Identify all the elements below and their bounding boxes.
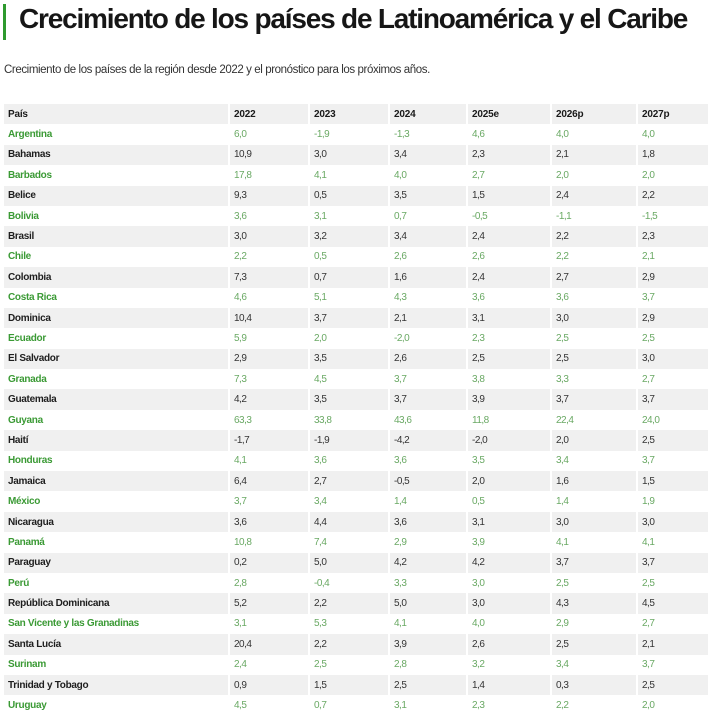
growth-value-cell: 3,7 bbox=[390, 389, 468, 409]
growth-value-cell: 0,2 bbox=[230, 553, 310, 573]
page-subtitle: Crecimiento de los países de la región desde 2022 y el pronóstico para los próximos años. bbox=[4, 64, 430, 76]
growth-value-cell: 3,1 bbox=[310, 206, 390, 226]
country-name-cell: Honduras bbox=[4, 451, 230, 471]
country-name-cell: Paraguay bbox=[4, 553, 230, 573]
growth-value-cell: 2,8 bbox=[390, 655, 468, 675]
growth-value-cell: 17,8 bbox=[230, 165, 310, 185]
growth-value-cell: 3,6 bbox=[390, 512, 468, 532]
growth-value-cell: -4,2 bbox=[390, 430, 468, 450]
growth-value-cell: 3,7 bbox=[552, 389, 638, 409]
growth-value-cell: 2,2 bbox=[552, 226, 638, 246]
growth-value-cell: 2,7 bbox=[638, 614, 710, 634]
country-name-cell: Dominica bbox=[4, 308, 230, 328]
growth-value-cell: -1,9 bbox=[310, 430, 390, 450]
country-name-cell: México bbox=[4, 491, 230, 511]
growth-value-cell: 3,1 bbox=[390, 695, 468, 715]
growth-value-cell: 2,2 bbox=[552, 695, 638, 715]
growth-value-cell: -2,0 bbox=[390, 328, 468, 348]
growth-value-cell: 2,0 bbox=[552, 430, 638, 450]
country-name-cell: Granada bbox=[4, 369, 230, 389]
growth-value-cell: 2,6 bbox=[390, 349, 468, 369]
growth-value-cell: 3,4 bbox=[310, 491, 390, 511]
table-row bbox=[4, 124, 710, 144]
growth-value-cell: 0,9 bbox=[230, 675, 310, 695]
growth-value-cell: 2,7 bbox=[468, 165, 552, 185]
growth-value-cell: 3,4 bbox=[390, 226, 468, 246]
growth-value-cell: 3,8 bbox=[468, 369, 552, 389]
growth-value-cell: 4,2 bbox=[230, 389, 310, 409]
growth-value-cell: 3,6 bbox=[552, 288, 638, 308]
country-name-cell: Uruguay bbox=[4, 695, 230, 715]
growth-value-cell: -1,5 bbox=[638, 206, 710, 226]
growth-value-cell: 2,7 bbox=[310, 471, 390, 491]
growth-value-cell: 10,9 bbox=[230, 145, 310, 165]
country-name-cell: Ecuador bbox=[4, 328, 230, 348]
country-name-cell: Argentina bbox=[4, 124, 230, 144]
column-header-2026p: 2026p bbox=[552, 104, 638, 124]
growth-value-cell: 3,7 bbox=[390, 369, 468, 389]
growth-value-cell: 3,7 bbox=[638, 655, 710, 675]
growth-value-cell: 5,2 bbox=[230, 593, 310, 613]
growth-value-cell: 3,9 bbox=[468, 389, 552, 409]
growth-value-cell: 2,0 bbox=[638, 695, 710, 715]
growth-value-cell: 4,4 bbox=[310, 512, 390, 532]
growth-value-cell: -0,4 bbox=[310, 573, 390, 593]
growth-value-cell: 4,1 bbox=[390, 614, 468, 634]
growth-value-cell: 4,5 bbox=[230, 695, 310, 715]
table-row bbox=[4, 349, 710, 369]
growth-value-cell: 2,0 bbox=[310, 328, 390, 348]
growth-value-cell: 3,5 bbox=[310, 389, 390, 409]
growth-value-cell: 5,0 bbox=[310, 553, 390, 573]
growth-value-cell: 3,0 bbox=[638, 512, 710, 532]
growth-value-cell: 2,6 bbox=[390, 247, 468, 267]
growth-value-cell: 3,0 bbox=[468, 573, 552, 593]
growth-value-cell: 10,8 bbox=[230, 532, 310, 552]
growth-value-cell: 4,0 bbox=[638, 124, 710, 144]
growth-value-cell: 2,5 bbox=[552, 634, 638, 654]
country-name-cell: Guyana bbox=[4, 410, 230, 430]
table-row bbox=[4, 573, 710, 593]
growth-value-cell: 4,2 bbox=[468, 553, 552, 573]
country-name-cell: Surinam bbox=[4, 655, 230, 675]
growth-value-cell: 2,7 bbox=[638, 369, 710, 389]
country-name-cell: Brasil bbox=[4, 226, 230, 246]
growth-value-cell: 1,8 bbox=[638, 145, 710, 165]
table-row bbox=[4, 288, 710, 308]
table-row bbox=[4, 655, 710, 675]
country-name-cell: República Dominicana bbox=[4, 593, 230, 613]
growth-value-cell: 1,4 bbox=[468, 675, 552, 695]
growth-value-cell: 2,2 bbox=[230, 247, 310, 267]
growth-value-cell: 1,4 bbox=[552, 491, 638, 511]
growth-value-cell: 2,1 bbox=[638, 634, 710, 654]
growth-value-cell: 6,4 bbox=[230, 471, 310, 491]
growth-value-cell: 3,5 bbox=[310, 349, 390, 369]
growth-value-cell: 1,5 bbox=[638, 471, 710, 491]
growth-value-cell: 2,9 bbox=[638, 267, 710, 287]
growth-value-cell: 3,7 bbox=[638, 288, 710, 308]
growth-value-cell: 2,7 bbox=[552, 267, 638, 287]
growth-value-cell: 2,3 bbox=[468, 145, 552, 165]
growth-value-cell: 0,7 bbox=[310, 695, 390, 715]
growth-value-cell: 7,4 bbox=[310, 532, 390, 552]
growth-value-cell: 2,5 bbox=[638, 573, 710, 593]
growth-value-cell: 4,1 bbox=[638, 532, 710, 552]
growth-value-cell: 2,5 bbox=[310, 655, 390, 675]
table-row bbox=[4, 695, 710, 715]
growth-value-cell: 6,0 bbox=[230, 124, 310, 144]
growth-value-cell: 3,7 bbox=[638, 389, 710, 409]
growth-value-cell: 0,5 bbox=[468, 491, 552, 511]
growth-value-cell: 2,4 bbox=[230, 655, 310, 675]
growth-value-cell: 0,7 bbox=[310, 267, 390, 287]
growth-value-cell: 4,1 bbox=[230, 451, 310, 471]
growth-value-cell: 10,4 bbox=[230, 308, 310, 328]
growth-value-cell: 3,7 bbox=[230, 491, 310, 511]
growth-value-cell: 33,8 bbox=[310, 410, 390, 430]
growth-value-cell: 3,0 bbox=[230, 226, 310, 246]
growth-value-cell: 3,4 bbox=[552, 451, 638, 471]
country-name-cell: Santa Lucía bbox=[4, 634, 230, 654]
growth-value-cell: 4,3 bbox=[552, 593, 638, 613]
growth-value-cell: 4,6 bbox=[230, 288, 310, 308]
growth-value-cell: 5,3 bbox=[310, 614, 390, 634]
table-row bbox=[4, 491, 710, 511]
growth-value-cell: 2,5 bbox=[468, 349, 552, 369]
growth-value-cell: 1,6 bbox=[552, 471, 638, 491]
growth-value-cell: 2,6 bbox=[468, 634, 552, 654]
table-row bbox=[4, 512, 710, 532]
growth-value-cell: 3,4 bbox=[390, 145, 468, 165]
growth-value-cell: 1,4 bbox=[390, 491, 468, 511]
growth-value-cell: 1,5 bbox=[310, 675, 390, 695]
growth-value-cell: 2,5 bbox=[552, 573, 638, 593]
growth-value-cell: 3,1 bbox=[468, 308, 552, 328]
growth-value-cell: 4,2 bbox=[390, 553, 468, 573]
table-row bbox=[4, 410, 710, 430]
growth-value-cell: 0,5 bbox=[310, 247, 390, 267]
growth-value-cell: 20,4 bbox=[230, 634, 310, 654]
growth-value-cell: 24,0 bbox=[638, 410, 710, 430]
country-name-cell: Jamaica bbox=[4, 471, 230, 491]
growth-value-cell: 2,2 bbox=[310, 634, 390, 654]
growth-value-cell: 2,2 bbox=[552, 247, 638, 267]
growth-value-cell: 3,5 bbox=[468, 451, 552, 471]
country-name-cell: Colombia bbox=[4, 267, 230, 287]
column-header-2024: 2024 bbox=[390, 104, 468, 124]
growth-value-cell: 3,1 bbox=[468, 512, 552, 532]
growth-value-cell: 2,4 bbox=[468, 267, 552, 287]
growth-value-cell: 5,1 bbox=[310, 288, 390, 308]
growth-value-cell: 2,9 bbox=[390, 532, 468, 552]
growth-value-cell: 7,3 bbox=[230, 369, 310, 389]
growth-value-cell: 4,0 bbox=[468, 614, 552, 634]
growth-value-cell: 3,6 bbox=[230, 512, 310, 532]
growth-value-cell: 4,5 bbox=[638, 593, 710, 613]
growth-value-cell: 2,3 bbox=[468, 328, 552, 348]
table-row bbox=[4, 165, 710, 185]
growth-value-cell: 2,8 bbox=[230, 573, 310, 593]
table-row bbox=[4, 675, 710, 695]
growth-value-cell: 4,3 bbox=[390, 288, 468, 308]
growth-value-cell: 2,5 bbox=[552, 349, 638, 369]
country-name-cell: Chile bbox=[4, 247, 230, 267]
growth-value-cell: 2,5 bbox=[638, 675, 710, 695]
growth-value-cell: 3,5 bbox=[390, 186, 468, 206]
growth-table bbox=[4, 104, 710, 716]
growth-value-cell: 3,7 bbox=[638, 553, 710, 573]
table-row bbox=[4, 634, 710, 654]
growth-value-cell: 3,0 bbox=[552, 308, 638, 328]
country-name-cell: Haití bbox=[4, 430, 230, 450]
growth-value-cell: 3,7 bbox=[552, 553, 638, 573]
table-row bbox=[4, 593, 710, 613]
growth-value-cell: 5,0 bbox=[390, 593, 468, 613]
growth-value-cell: 2,9 bbox=[638, 308, 710, 328]
growth-value-cell: 5,9 bbox=[230, 328, 310, 348]
table-row bbox=[4, 369, 710, 389]
growth-value-cell: 3,0 bbox=[310, 145, 390, 165]
growth-value-cell: 2,2 bbox=[310, 593, 390, 613]
country-name-cell: Barbados bbox=[4, 165, 230, 185]
growth-value-cell: 3,0 bbox=[638, 349, 710, 369]
growth-value-cell: 3,7 bbox=[310, 308, 390, 328]
country-name-cell: San Vicente y las Granadinas bbox=[4, 614, 230, 634]
growth-value-cell: 2,1 bbox=[552, 145, 638, 165]
growth-value-cell: 3,3 bbox=[552, 369, 638, 389]
growth-value-cell: 4,0 bbox=[390, 165, 468, 185]
growth-value-cell: 0,5 bbox=[310, 186, 390, 206]
growth-value-cell: 2,5 bbox=[638, 430, 710, 450]
growth-value-cell: 3,6 bbox=[390, 451, 468, 471]
growth-value-cell: 3,6 bbox=[468, 288, 552, 308]
growth-value-cell: 2,4 bbox=[468, 226, 552, 246]
growth-value-cell: 2,1 bbox=[638, 247, 710, 267]
growth-value-cell: 2,5 bbox=[390, 675, 468, 695]
country-name-cell: Trinidad y Tobago bbox=[4, 675, 230, 695]
growth-value-cell: 11,8 bbox=[468, 410, 552, 430]
growth-value-cell: 1,9 bbox=[638, 491, 710, 511]
growth-value-cell: 2,3 bbox=[468, 695, 552, 715]
growth-value-cell: 3,0 bbox=[552, 512, 638, 532]
growth-value-cell: 3,3 bbox=[390, 573, 468, 593]
table-row bbox=[4, 145, 710, 165]
growth-value-cell: 3,7 bbox=[638, 451, 710, 471]
table-row bbox=[4, 430, 710, 450]
growth-value-cell: -0,5 bbox=[468, 206, 552, 226]
country-name-cell: Panamá bbox=[4, 532, 230, 552]
table-row bbox=[4, 247, 710, 267]
country-name-cell: Costa Rica bbox=[4, 288, 230, 308]
country-name-cell: Belice bbox=[4, 186, 230, 206]
growth-value-cell: 43,6 bbox=[390, 410, 468, 430]
table-row bbox=[4, 614, 710, 634]
growth-value-cell: 3,2 bbox=[468, 655, 552, 675]
country-name-cell: Nicaragua bbox=[4, 512, 230, 532]
table-row bbox=[4, 451, 710, 471]
column-header-country: País bbox=[4, 104, 230, 124]
growth-value-cell: 7,3 bbox=[230, 267, 310, 287]
growth-value-cell: 1,6 bbox=[390, 267, 468, 287]
growth-value-cell: 2,9 bbox=[230, 349, 310, 369]
growth-value-cell: 3,2 bbox=[310, 226, 390, 246]
growth-value-cell: 2,0 bbox=[552, 165, 638, 185]
growth-value-cell: 2,2 bbox=[638, 186, 710, 206]
table-row bbox=[4, 226, 710, 246]
growth-value-cell: 2,6 bbox=[468, 247, 552, 267]
growth-value-cell: 9,3 bbox=[230, 186, 310, 206]
table-row bbox=[4, 328, 710, 348]
growth-value-cell: 3,9 bbox=[468, 532, 552, 552]
growth-value-cell: -1,9 bbox=[310, 124, 390, 144]
growth-value-cell: -1,7 bbox=[230, 430, 310, 450]
table-row bbox=[4, 308, 710, 328]
growth-value-cell: 4,0 bbox=[552, 124, 638, 144]
title-accent-bar bbox=[3, 4, 6, 40]
growth-value-cell: 4,6 bbox=[468, 124, 552, 144]
growth-value-cell: 2,5 bbox=[638, 328, 710, 348]
growth-value-cell: 1,5 bbox=[468, 186, 552, 206]
page-title: Crecimiento de los países de Latinoamérica y el Caribe bbox=[19, 3, 688, 34]
growth-value-cell: 3,0 bbox=[468, 593, 552, 613]
growth-value-cell: 2,5 bbox=[552, 328, 638, 348]
growth-value-cell: 22,4 bbox=[552, 410, 638, 430]
growth-value-cell: 0,7 bbox=[390, 206, 468, 226]
country-name-cell: Guatemala bbox=[4, 389, 230, 409]
table-row bbox=[4, 186, 710, 206]
growth-value-cell: -0,5 bbox=[390, 471, 468, 491]
table-row bbox=[4, 206, 710, 226]
table-header-row bbox=[4, 104, 710, 124]
growth-value-cell: 2,1 bbox=[390, 308, 468, 328]
table-row bbox=[4, 389, 710, 409]
column-header-2022: 2022 bbox=[230, 104, 310, 124]
growth-value-cell: 4,5 bbox=[310, 369, 390, 389]
growth-value-cell: -1,3 bbox=[390, 124, 468, 144]
growth-value-cell: 3,6 bbox=[310, 451, 390, 471]
country-name-cell: El Salvador bbox=[4, 349, 230, 369]
growth-value-cell: 2,0 bbox=[468, 471, 552, 491]
growth-value-cell: 3,1 bbox=[230, 614, 310, 634]
growth-value-cell: 2,3 bbox=[638, 226, 710, 246]
table-row bbox=[4, 471, 710, 491]
growth-value-cell: 3,4 bbox=[552, 655, 638, 675]
growth-value-cell: 0,3 bbox=[552, 675, 638, 695]
country-name-cell: Perú bbox=[4, 573, 230, 593]
table-body bbox=[4, 124, 710, 715]
growth-value-cell: -2,0 bbox=[468, 430, 552, 450]
growth-value-cell: 63,3 bbox=[230, 410, 310, 430]
column-header-2025e: 2025e bbox=[468, 104, 552, 124]
table-row bbox=[4, 532, 710, 552]
table-row bbox=[4, 267, 710, 287]
country-name-cell: Bahamas bbox=[4, 145, 230, 165]
table-row bbox=[4, 553, 710, 573]
column-header-2027p: 2027p bbox=[638, 104, 710, 124]
growth-value-cell: 2,0 bbox=[638, 165, 710, 185]
growth-value-cell: 4,1 bbox=[310, 165, 390, 185]
growth-value-cell: 4,1 bbox=[552, 532, 638, 552]
country-name-cell: Bolivia bbox=[4, 206, 230, 226]
growth-value-cell: 3,6 bbox=[230, 206, 310, 226]
growth-value-cell: -1,1 bbox=[552, 206, 638, 226]
growth-value-cell: 3,9 bbox=[390, 634, 468, 654]
column-header-2023: 2023 bbox=[310, 104, 390, 124]
growth-value-cell: 2,9 bbox=[552, 614, 638, 634]
growth-value-cell: 2,4 bbox=[552, 186, 638, 206]
